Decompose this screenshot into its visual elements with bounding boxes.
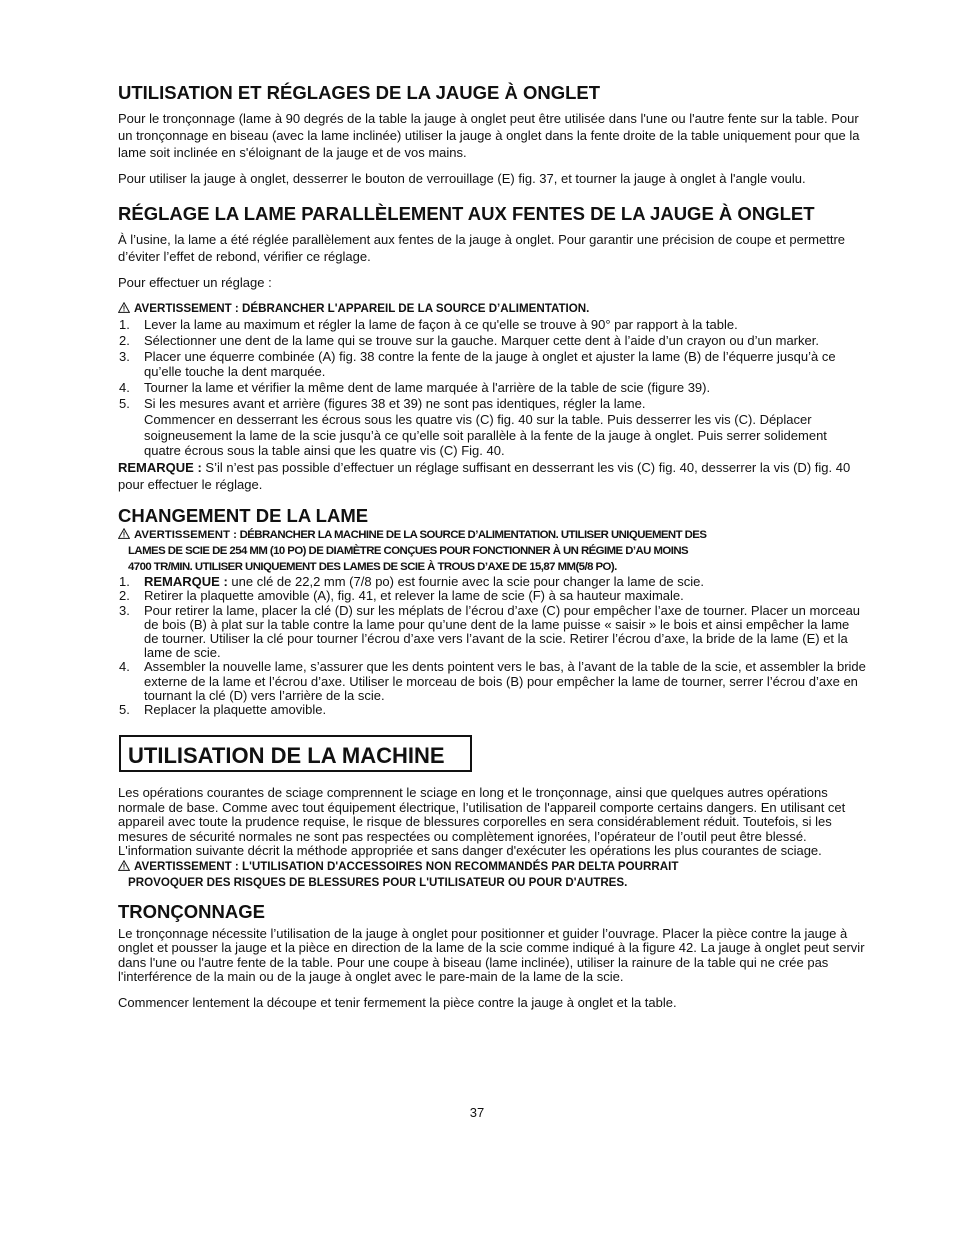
list-item: 4. Tourner la lame et vérifier la même dent de lame marquée à l'arrière de la table de scie (figure 39). xyxy=(119,380,711,396)
warning-triangle-icon xyxy=(118,302,130,313)
step-continuation: Commencer en desserrant les écrous sous les quatre vis (C) fig. 40 sur la table. Puis desserrer les vis (C). Déplacer soigneusement la lame de la scie jusqu’à ce qu’elle soit parallèle à la fente de la jauge à onglet. Puis serrer solidement quatre écrous sous la table ainsi que les quatre vis (C) Fig. 40. xyxy=(144,411,827,459)
warning-label: AVERTISSEMENT : xyxy=(134,859,239,873)
warning-notice: AVERTISSEMENT : L'UTILISATION D'ACCESSOIRES NON RECOMMANDÉS PAR DELTA POURRAIT PROVOQUER DES RISQUES DE BLESSURES POUR L'UTILISATEUR OU POUR D'AUTRES. xyxy=(118,859,866,891)
section-heading-blade-change: CHANGEMENT DE LA LAME xyxy=(118,505,369,527)
paragraph: Pour utiliser la jauge à onglet, desserrer le bouton de verrouillage (E) fig. 37, et tourner la jauge à onglet à l'angle voulu. xyxy=(118,171,806,186)
list-item: 1. REMARQUE : une clé de 22,2 mm (7/8 po) est fournie avec la scie pour changer la lame de scie. xyxy=(119,574,704,590)
paragraph: Pour le tronçonnage (lame à 90 degrés de la table la jauge à onglet peut être utilisée dans l'une ou l'autre fente sur la table. Pour un tronçonnage en biseau (avec la lame inclinée) utiliser la jauge à onglet dans la fente droite de la table uniquement pour que la lame soit inclinée en s'éloignant de la jauge et de vos mains. xyxy=(118,111,860,160)
remark-label: REMARQUE : xyxy=(118,460,202,476)
list-item: 2. Sélectionner une dent de la lame qui se trouve sur la gauche. Marquer cette dent à l’aide d’un crayon ou d’un marker. xyxy=(119,332,819,348)
list-item: 4. Assembler la nouvelle lame, s’assurer que les dents pointent vers le bas, à l’avant de la table de la scie, et assembler la bride externe de la lame et l’écrou d’axe. Utiliser le morceau de bois (B) pour empêcher la lame de tourner, serrer l’écrou d’axe en tournant la clé (D) vers l’arrière de la scie. xyxy=(119,659,866,703)
paragraph: À l’usine, la lame a été réglée parallèlement aux fentes de la jauge à onglet. Pour garantir une précision de coupe et permettre d’éviter l’effet de rebond, vérifier ce réglage. xyxy=(118,232,846,264)
warning-notice: AVERTISSEMENT : DÉBRANCHER LA MACHINE DE LA SOURCE D’ALIMENTATION. UTILISER UNIQUEMENT DES LAMES DE SCIE DE 254 MM (10 PO) DE DIAMÈTRE CONÇUES POUR FONCTIONNER À UN RÉGIME D’AU MOINS 4700 TR/MIN. UTILISER UNIQUEMENT DES LAMES DE SCIE À TROUS D’AXE DE 15,87 MM(5/8 PO). xyxy=(118,527,866,575)
list-item: 3. Placer une équerre combinée (A) fig. 38 contre la fente de la jauge à onglet et ajuster la lame (B) de l’équerre jusqu’à ce qu’elle touche la dent marquée. xyxy=(119,348,836,380)
page-number: 37 xyxy=(469,1105,485,1120)
warning-text: DÉBRANCHER L'APPAREIL DE LA SOURCE D’ALIMENTATION. xyxy=(242,302,590,315)
section-heading-crosscutting: TRONÇONNAGE xyxy=(118,900,265,922)
warning-notice xyxy=(118,301,866,317)
list-item: 1. Lever la lame au maximum et régler la lame de façon à ce qu'elle se trouve à 90° par rapport à la table. xyxy=(119,317,738,332)
manual-page xyxy=(118,80,866,1011)
adjustment-steps-list xyxy=(118,317,866,412)
major-section-heading: UTILISATION DE LA MACHINE xyxy=(128,743,445,769)
list-item: 2. Retirer la plaquette amovible (A), fig. 41, et relever la lame de scie (F) à sa hauteur maximale. xyxy=(119,588,684,604)
paragraph: Les opérations courantes de sciage comprennent le sciage en long et le tronçonnage, ainsi que quelques autres opérations normale de base. Comme avec tout équipement électrique, l’utilisation de l'appareil comporte certains dangers. En utilisant cet appareil avec toute la prudence requise, le risque de blessures corporelles en sera considérablement réduit. Toutefois, si les mesures de sécurité normales ne sont pas respectées ou complètement ignorées, l’opérateur de l’outil peut être blessé. L'information suivante décrit la méthode appropriée et sans danger d'exécuter les opérations les plus courantes de sciage. xyxy=(118,785,846,859)
paragraph: Commencer lentement la découpe et tenir fermement la pièce contre la jauge à onglet et la table. xyxy=(118,994,677,1010)
warning-triangle-icon xyxy=(118,528,130,539)
paragraph: Pour effectuer un réglage : xyxy=(118,275,272,290)
list-item: 5. Replacer la plaquette amovible. xyxy=(119,702,327,717)
remark-paragraph: REMARQUE : S’il n’est pas possible d’effectuer un réglage suffisant en desserrant les vis (C) fig. 40, desserrer la vis (D) fig. 40 pour effectuer le réglage. xyxy=(118,460,851,493)
major-section-heading-box xyxy=(119,735,472,772)
warning-label: AVERTISSEMENT : xyxy=(134,302,239,315)
list-item: 3. Pour retirer la lame, placer la clé (D) sur les méplats de l’écrou d’axe (C) pour empêcher l’axe de tourner. Placer un morceau de bois (B) à plat sur la table contre la lame pour qu’une dent de la lame puisse « saisir » le bois et ainsi empêcher la lame de tourner. Utiliser la clé pour tourner l’écrou d’axe vers l’avant de la scie. Retirer l’écrou d’axe, la bride de la lame (E) et la lame de scie. xyxy=(119,602,861,661)
warning-triangle-icon xyxy=(118,860,130,871)
section-heading-miter-gauge-use: UTILISATION ET RÉGLAGES DE LA JAUGE À ONGLET xyxy=(118,82,601,103)
warning-label: AVERTISSEMENT : xyxy=(134,529,237,542)
paragraph: Le tronçonnage nécessite l’utilisation de la jauge à onglet pour positionner et guider l’ouvrage. Placer la pièce contre la jauge à onglet et pousser la jauge et la pièce en direction de la lame de la scie comme indiqué à la figure 42. La jauge à onglet peut servir dans l'une ou l'autre fente de la table. Pour une coupe à biseau (lame inclinée), utiliser la rainure de la table qui ne crée pas l'interférence de la main ou de la jauge à onglet avec le pare-main de la lame de la scie. xyxy=(118,925,865,985)
section-heading-blade-parallel: RÉGLAGE LA LAME PARALLÈLEMENT AUX FENTES DE LA JAUGE À ONGLET xyxy=(118,203,815,224)
blade-change-steps-list xyxy=(118,575,866,717)
list-item: 5. Si les mesures avant et arrière (figures 38 et 39) ne sont pas identiques, régler la lame. xyxy=(119,395,646,411)
